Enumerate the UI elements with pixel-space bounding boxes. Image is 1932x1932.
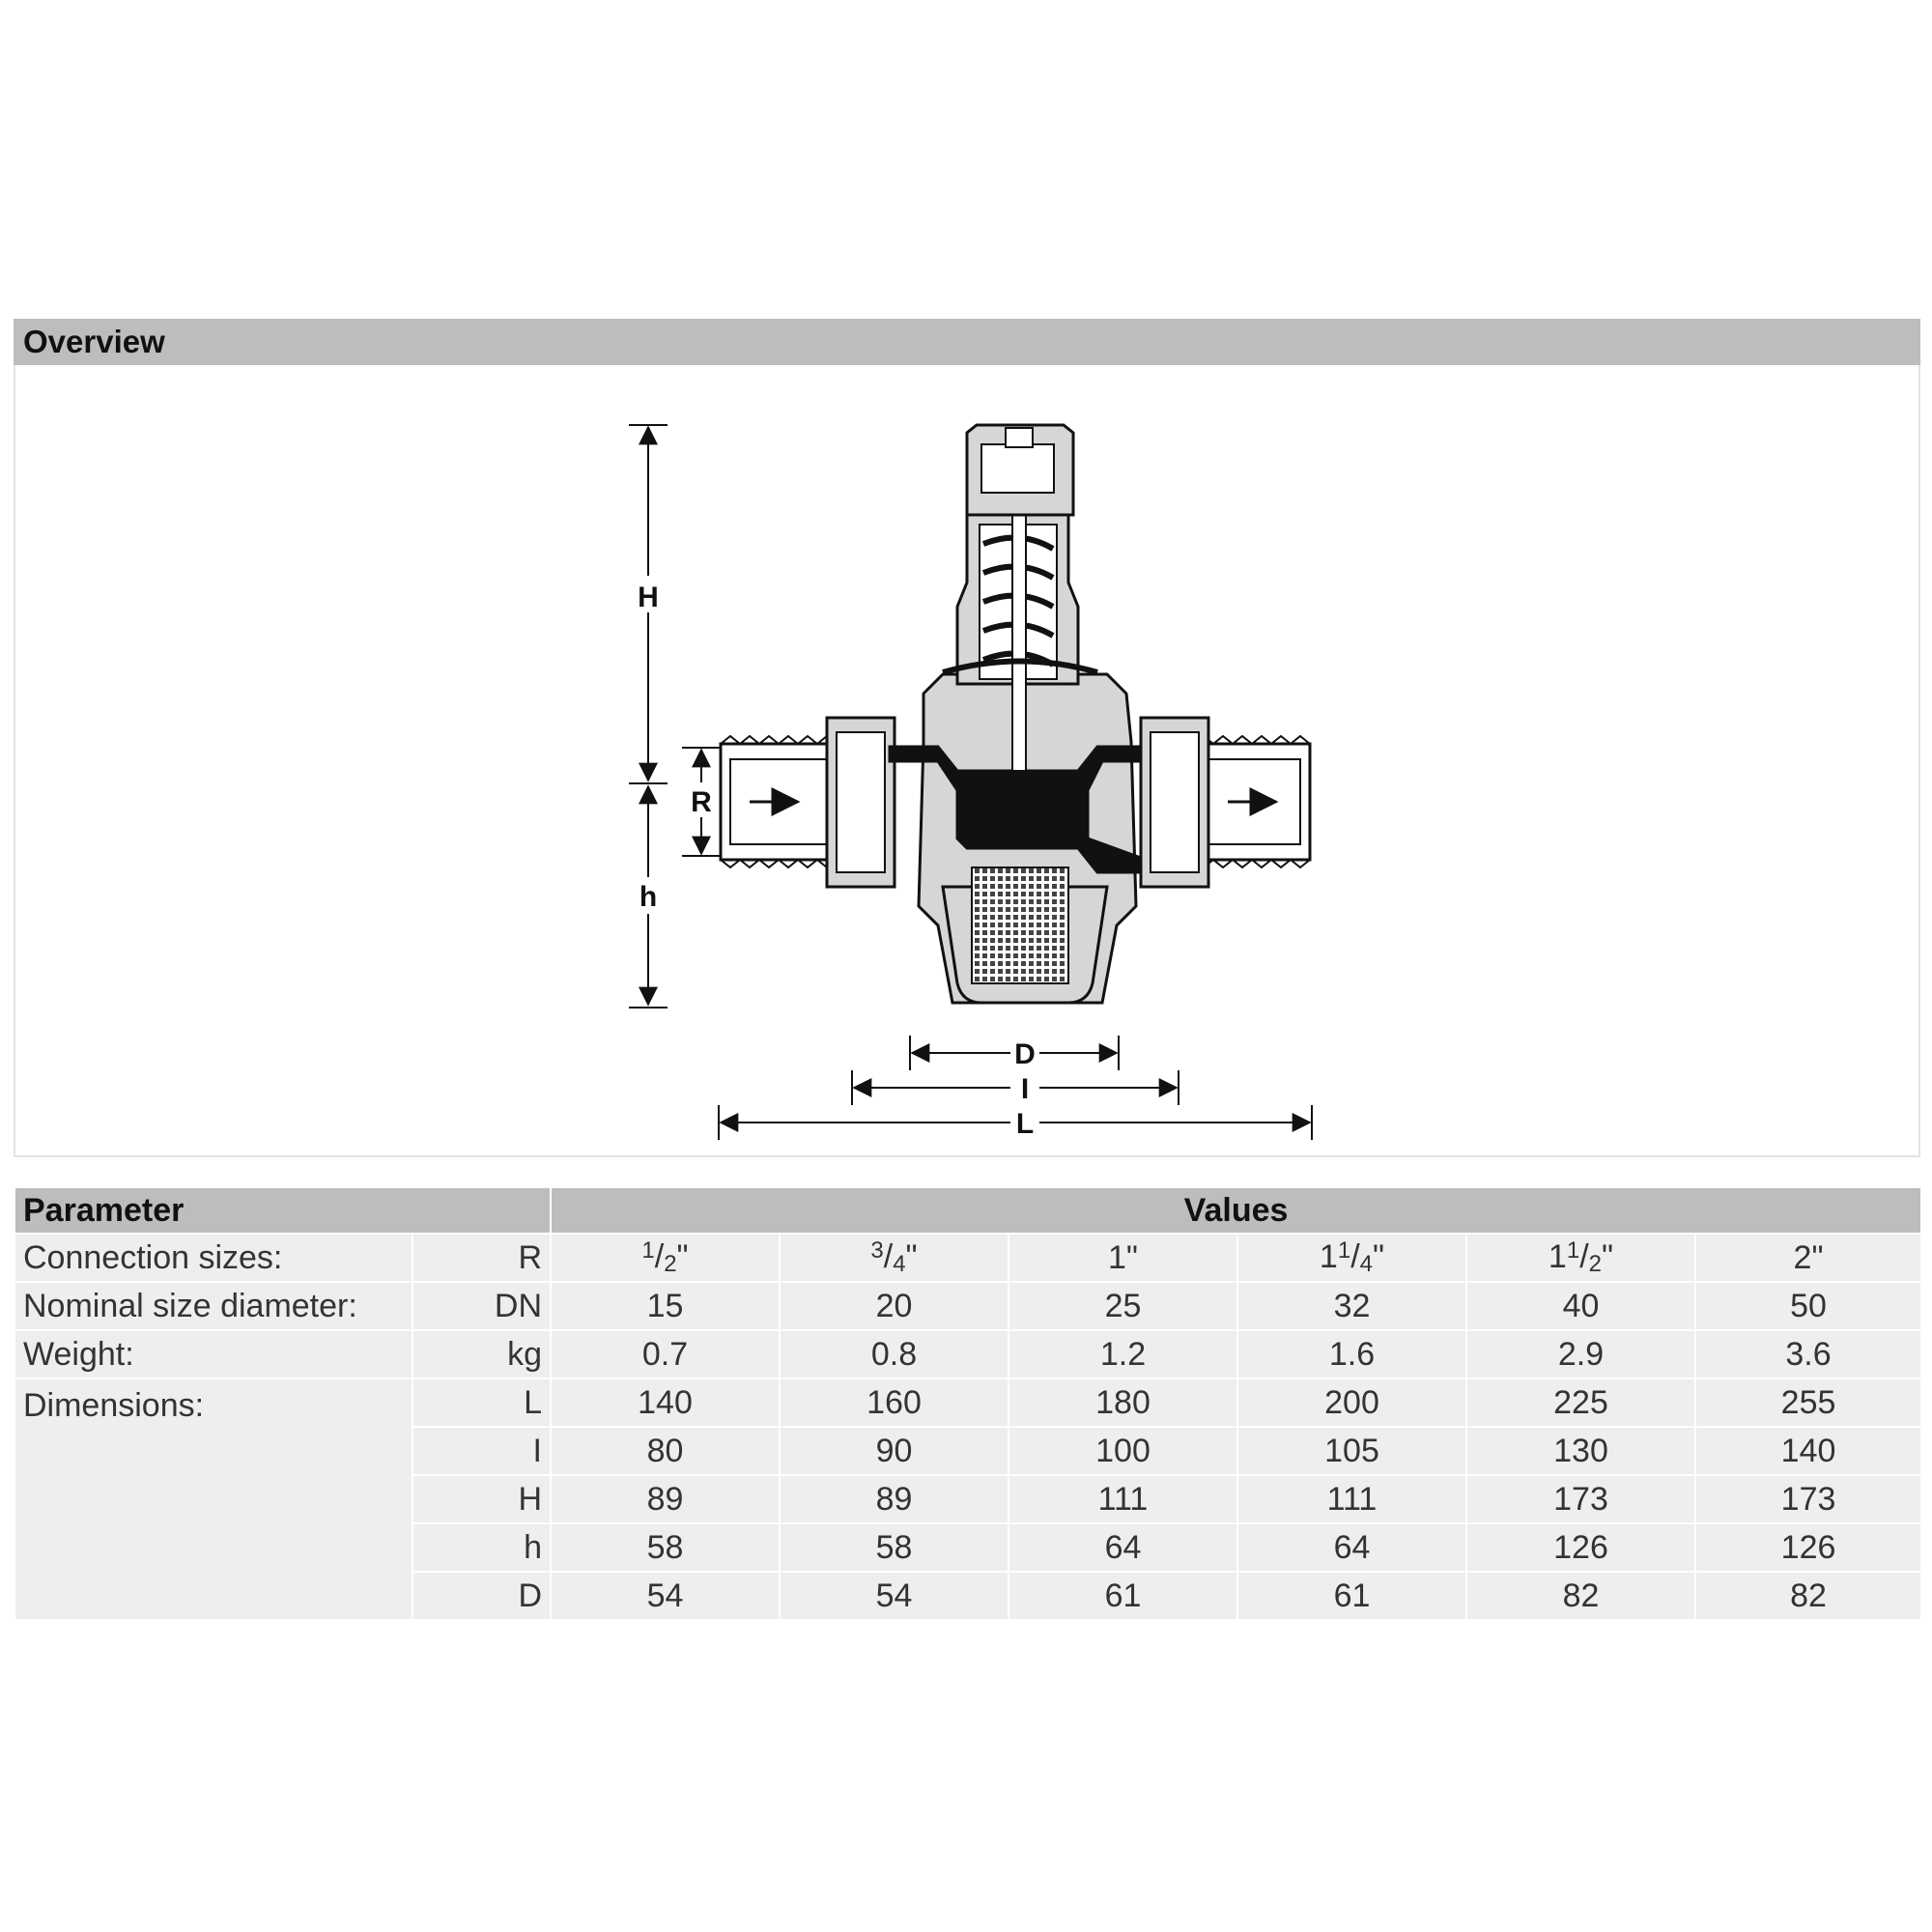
- row-unit: kg: [412, 1330, 551, 1378]
- row-unit: H: [412, 1475, 551, 1523]
- value-cell: 0.8: [780, 1330, 1009, 1378]
- value-cell: 0.7: [551, 1330, 780, 1378]
- overview-header: [14, 319, 1920, 365]
- value-cell: 82: [1466, 1572, 1695, 1620]
- value-cell: 50: [1695, 1282, 1921, 1330]
- value-cell: 15: [551, 1282, 780, 1330]
- dimension-i: [852, 1070, 1179, 1105]
- value-cell: 58: [551, 1523, 780, 1572]
- row-unit: D: [412, 1572, 551, 1620]
- value-cell: 32: [1237, 1282, 1466, 1330]
- value-cell: 1.2: [1009, 1330, 1237, 1378]
- row-label: Dimensions:: [14, 1378, 412, 1620]
- value-cell: 64: [1009, 1523, 1237, 1572]
- label-H: H: [638, 582, 659, 613]
- row-unit: DN: [412, 1282, 551, 1330]
- table-row-connection-sizes: [14, 1234, 1921, 1282]
- value-cell: 105: [1237, 1427, 1466, 1475]
- value-cell: 89: [780, 1475, 1009, 1523]
- row-label: Connection sizes:: [14, 1234, 412, 1282]
- label-D: D: [1014, 1038, 1036, 1070]
- value-cell: 80: [551, 1427, 780, 1475]
- overview-title: Overview: [23, 324, 165, 359]
- dimension-d: [910, 1036, 1119, 1070]
- row-label: Nominal size diameter:: [14, 1282, 412, 1330]
- value-cell: 25: [1009, 1282, 1237, 1330]
- table-header-row: [14, 1187, 1921, 1234]
- connection-size-cell: $1^1/_4$": [1237, 1234, 1466, 1282]
- value-cell: 140: [551, 1378, 780, 1427]
- value-cell: 2.9: [1466, 1330, 1695, 1378]
- value-cell: 126: [1466, 1523, 1695, 1572]
- row-label: Weight:: [14, 1330, 412, 1378]
- value-cell: 89: [551, 1475, 780, 1523]
- value-cell: 160: [780, 1378, 1009, 1427]
- connection-size-cell: $^3/_4$": [780, 1234, 1009, 1282]
- value-cell: 54: [780, 1572, 1009, 1620]
- dimension-h-upper: [629, 425, 668, 783]
- value-cell: 111: [1009, 1475, 1237, 1523]
- valve-diagram: [15, 365, 1918, 1155]
- value-cell: 61: [1009, 1572, 1237, 1620]
- value-cell: 40: [1466, 1282, 1695, 1330]
- value-cell: 180: [1009, 1378, 1237, 1427]
- overview-panel: [14, 365, 1920, 1157]
- value-cell: 173: [1695, 1475, 1921, 1523]
- connection-size-cell: 1": [1009, 1234, 1237, 1282]
- dimension-l: [719, 1105, 1312, 1140]
- table-row: [14, 1378, 1921, 1427]
- table-row: [14, 1282, 1921, 1330]
- value-cell: 200: [1237, 1378, 1466, 1427]
- row-unit: I: [412, 1427, 551, 1475]
- row-unit: h: [412, 1523, 551, 1572]
- value-cell: 20: [780, 1282, 1009, 1330]
- values-header: Values: [551, 1187, 1921, 1234]
- value-cell: 61: [1237, 1572, 1466, 1620]
- value-cell: 1.6: [1237, 1330, 1466, 1378]
- value-cell: 64: [1237, 1523, 1466, 1572]
- value-cell: 58: [780, 1523, 1009, 1572]
- label-R: R: [691, 786, 712, 818]
- value-cell: 255: [1695, 1378, 1921, 1427]
- row-unit: L: [412, 1378, 551, 1427]
- value-cell: 54: [551, 1572, 780, 1620]
- value-cell: 3.6: [1695, 1330, 1921, 1378]
- table-body: [14, 1282, 1921, 1620]
- value-cell: 100: [1009, 1427, 1237, 1475]
- value-cell: 225: [1466, 1378, 1695, 1427]
- label-L: L: [1015, 1108, 1035, 1140]
- value-cell: 90: [780, 1427, 1009, 1475]
- table-row: [14, 1330, 1921, 1378]
- row-unit: R: [412, 1234, 551, 1282]
- connection-size-cell: 2": [1695, 1234, 1921, 1282]
- connection-size-cell: $^1/_2$": [551, 1234, 780, 1282]
- value-cell: 111: [1237, 1475, 1466, 1523]
- value-cell: 130: [1466, 1427, 1695, 1475]
- connection-size-cell: $1^1/_2$": [1466, 1234, 1695, 1282]
- valve-body: [721, 425, 1310, 1003]
- label-h: h: [639, 881, 658, 913]
- parameters-table: [14, 1186, 1922, 1621]
- label-I: I: [1020, 1073, 1030, 1105]
- value-cell: 140: [1695, 1427, 1921, 1475]
- value-cell: 126: [1695, 1523, 1921, 1572]
- parameter-header: Parameter: [14, 1187, 551, 1234]
- dimension-h-lower: [629, 786, 668, 1008]
- dimension-r: [682, 748, 721, 856]
- value-cell: 82: [1695, 1572, 1921, 1620]
- value-cell: 173: [1466, 1475, 1695, 1523]
